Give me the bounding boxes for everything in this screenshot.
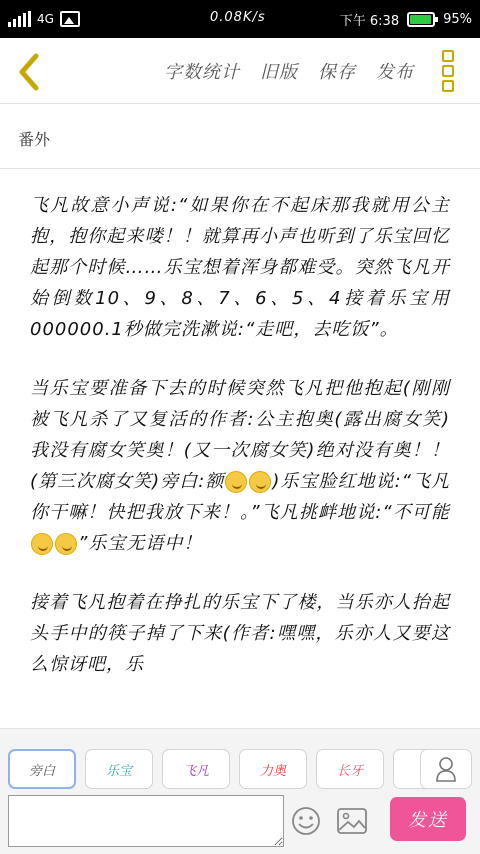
publish-button[interactable]: 发布 <box>376 62 414 83</box>
image-icon <box>336 807 368 835</box>
signal-icon <box>8 11 31 27</box>
smirk-smiley-icon <box>31 533 53 555</box>
status-left <box>8 0 80 38</box>
more-vertical-icon[interactable] <box>442 50 458 92</box>
back-button[interactable] <box>14 52 44 92</box>
battery-percent: 95% <box>443 11 472 27</box>
image-button[interactable] <box>336 807 368 835</box>
word-count-button[interactable]: 字数统计 <box>164 62 240 83</box>
awkward-smiley-icon <box>225 471 247 493</box>
chip-label: 力奥 <box>259 763 286 779</box>
chip-label: 乐宝 <box>105 763 132 779</box>
old-version-button[interactable]: 旧版 <box>260 62 298 83</box>
story-paragraph: 飞凡故意小声说:“如果你在不起床那我就用公主抱，抱你起来喽！！就算再小声也听到了乐宝回忆起那个时候……乐宝想着浑身都难受。突然飞凡开始倒数10、9、8、7、6、5、4接着乐宝用000000.1秒做完洗漱说:“走吧，去吃饭”。 <box>30 195 450 340</box>
story-paragraph <box>30 373 450 559</box>
character-chip-feifan[interactable] <box>162 749 230 789</box>
battery-icon <box>407 12 435 27</box>
composer-panel <box>0 728 480 854</box>
clock: 下午 6:38 <box>339 13 400 29</box>
status-right <box>340 0 472 38</box>
chip-label: 旁白 <box>28 763 55 779</box>
header-actions <box>164 58 414 84</box>
send-button[interactable]: 发送 <box>390 797 466 841</box>
character-chip-changya[interactable] <box>316 749 384 789</box>
character-chip-narrator[interactable] <box>8 749 76 789</box>
story-paragraph: 接着飞凡抱着在挣扎的乐宝下了楼，当乐亦人抬起头手中的筷子掉了下来(作者:嘿嘿，乐亦人又要这么惊讶吧，乐 <box>30 592 450 675</box>
network-speed: 0.08K/s <box>210 10 266 25</box>
add-character-button[interactable] <box>420 749 472 789</box>
status-bar <box>0 0 480 38</box>
editor-header <box>0 38 480 104</box>
user-icon <box>435 756 457 782</box>
battery-fill <box>410 15 431 24</box>
paragraph-text: )乐宝脸红地说:“飞凡你干嘛！快把我放下来！。”飞凡挑衅地说:“不可能 <box>30 471 451 523</box>
chevron-left-icon <box>14 52 44 92</box>
character-chip-lebao[interactable] <box>85 749 153 789</box>
smirk-smiley-icon <box>55 533 77 555</box>
paragraph-text: ”乐宝无语中！ <box>78 533 203 554</box>
message-input[interactable] <box>8 795 284 847</box>
save-button[interactable]: 保存 <box>318 62 356 83</box>
character-chips <box>8 749 480 789</box>
network-type: 4G <box>37 12 54 26</box>
gallery-notification-icon <box>60 11 80 27</box>
chip-label: 飞凡 <box>182 763 209 779</box>
story-content[interactable] <box>0 170 480 728</box>
paragraph-text: 当乐宝要准备下去的时候突然飞凡把他抱起(刚刚被飞凡杀了又复活的作者:公主抱奥(露出腐女笑)我没有腐女笑奥！(又一次腐女笑)绝对没有奥！！(第三次腐女笑)旁白:额 <box>30 378 450 492</box>
smiley-icon <box>290 805 322 837</box>
emoji-button[interactable] <box>290 805 322 837</box>
chip-label: 长牙 <box>336 763 363 779</box>
character-chip-liao[interactable] <box>239 749 307 789</box>
awkward-smiley-icon <box>249 471 271 493</box>
chapter-title[interactable]: 番外 <box>0 105 480 169</box>
